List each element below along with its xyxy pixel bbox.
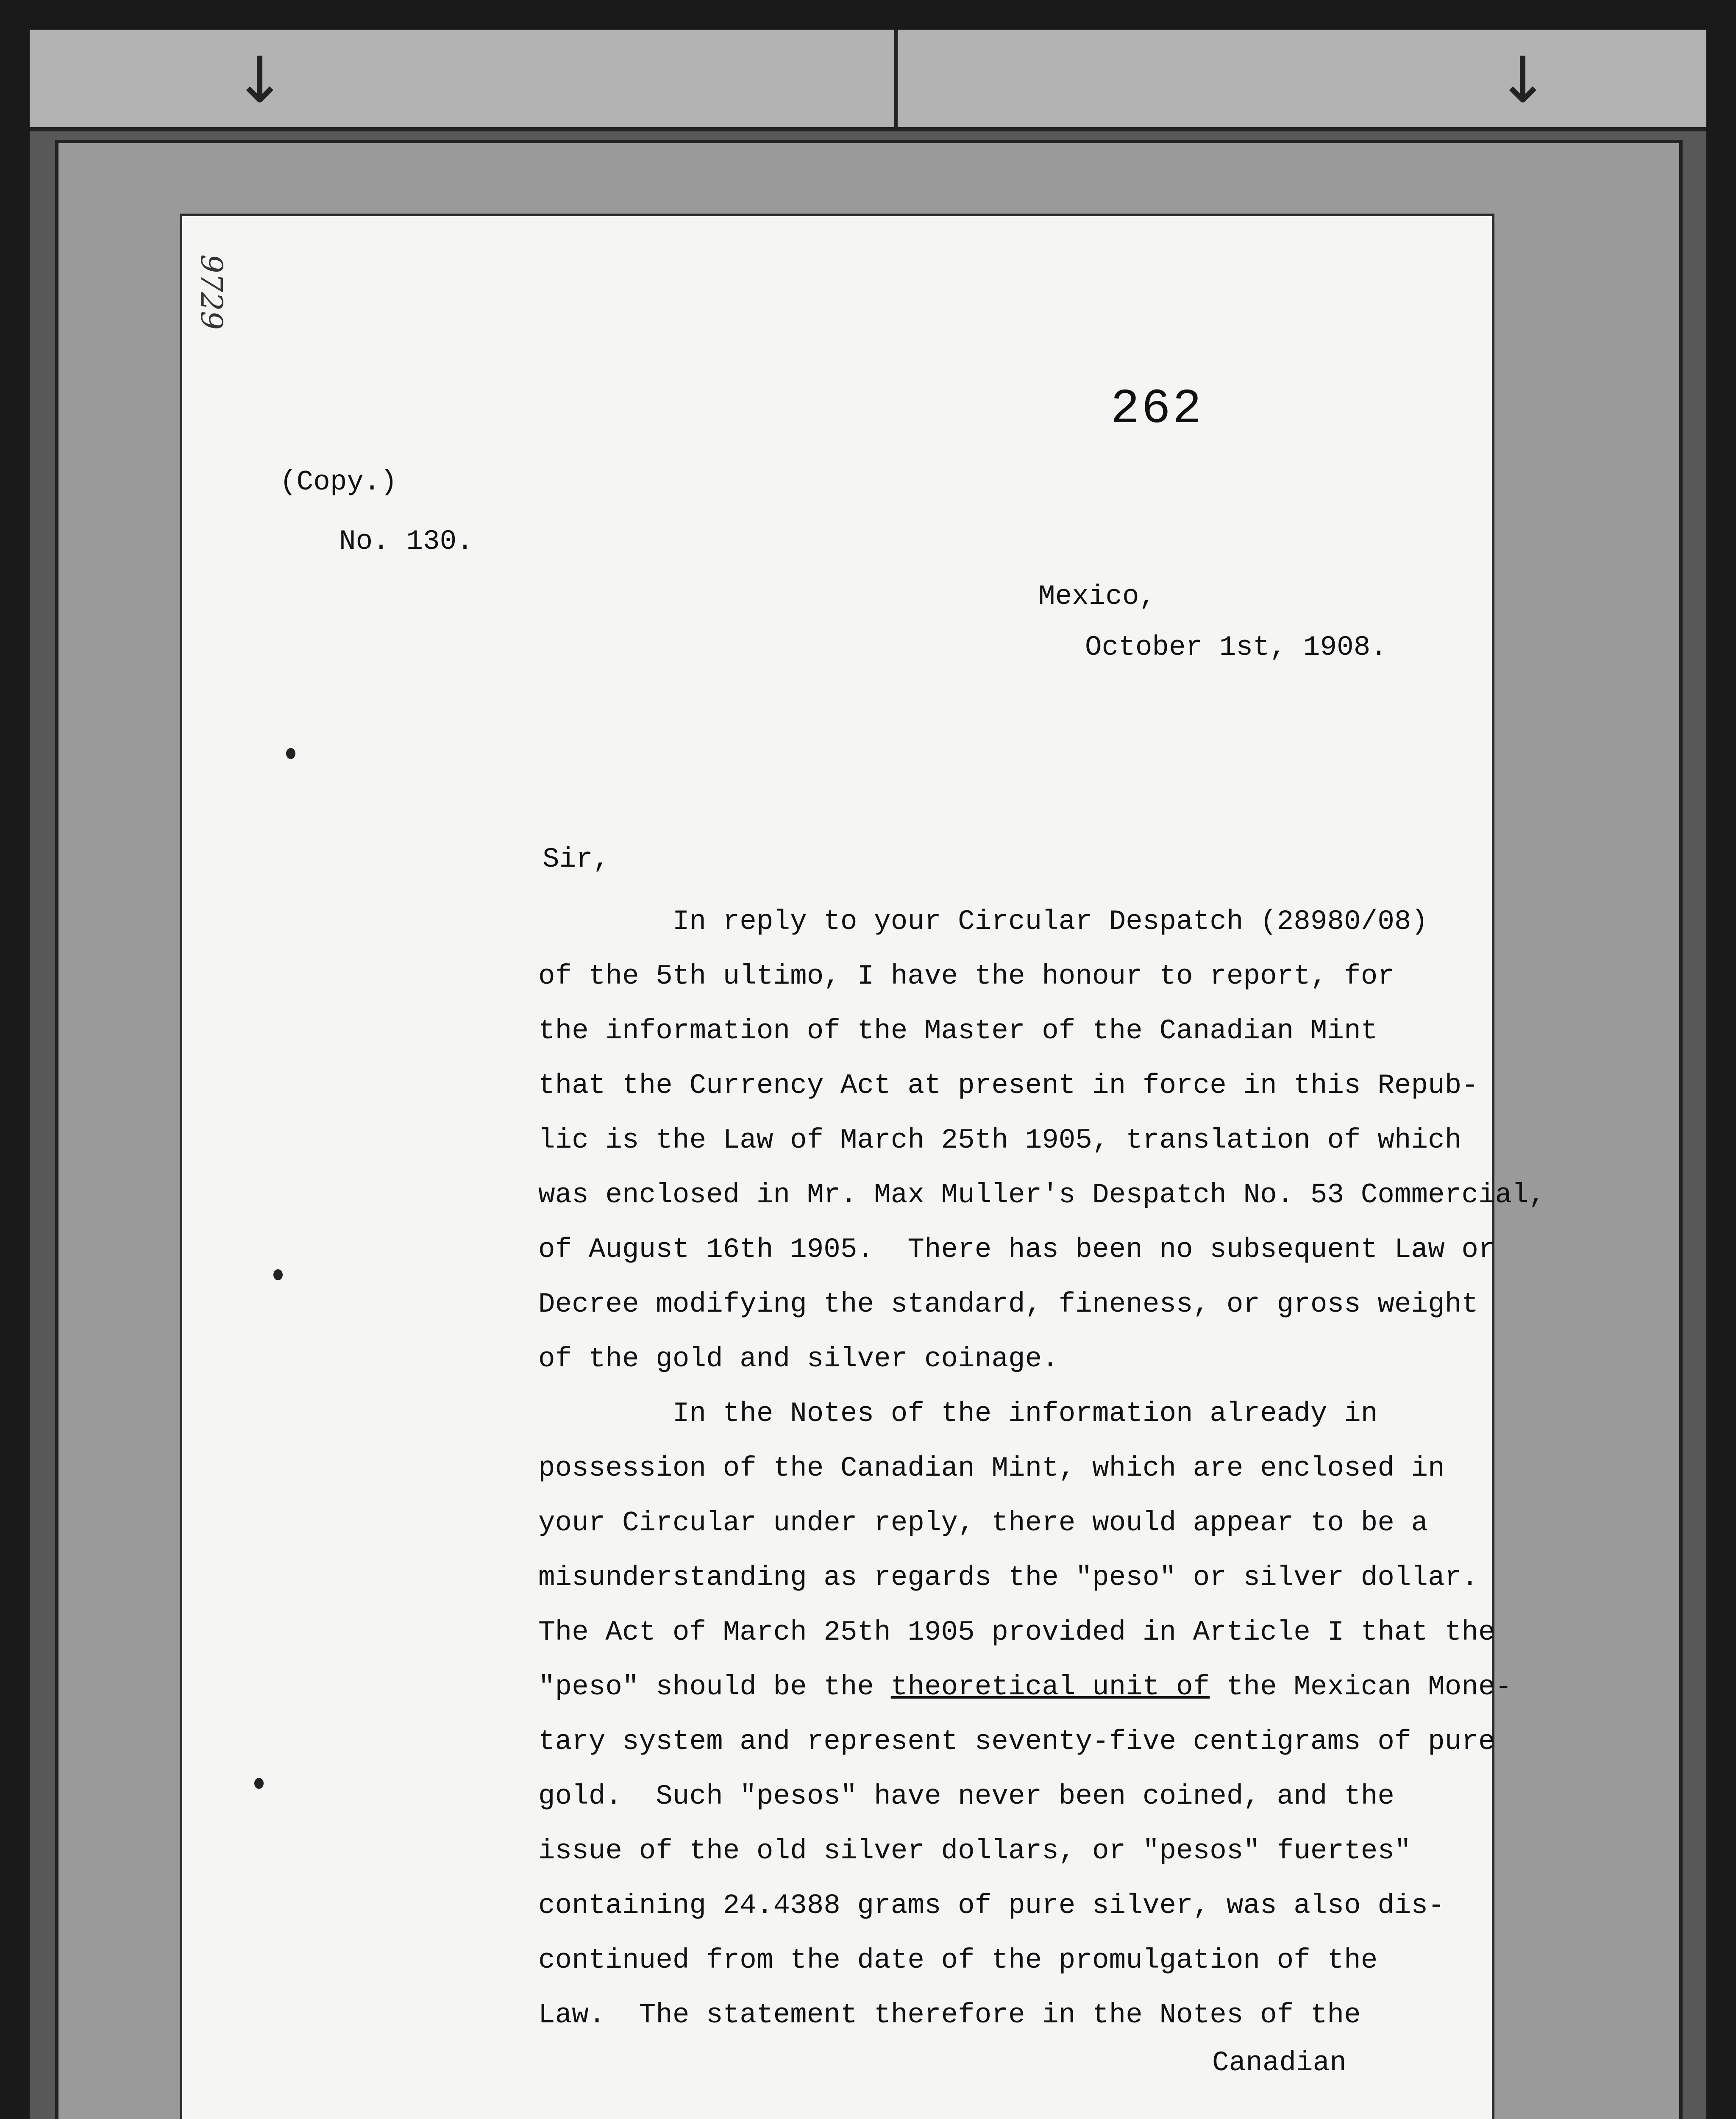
ink-speck [254, 1778, 264, 1789]
strip-divider [894, 30, 898, 127]
ink-speck [273, 1269, 283, 1280]
body-line: possession of the Canadian Mint, which are enclosed in [538, 1452, 1445, 1484]
body-line: continued from the date of the promulgation of the [538, 1944, 1378, 1976]
body-line: of the 5th ultimo, I have the honour to report, for [538, 960, 1394, 992]
date-line: October 1st, 1908. [1085, 631, 1387, 663]
document-number: No. 130. [339, 526, 473, 557]
body-line: of the gold and silver coinage. [538, 1343, 1059, 1375]
page-number: 262 [1110, 381, 1204, 437]
body-line: issue of the old silver dollars, or "pesos" fuertes" [538, 1835, 1411, 1867]
film-top-strip [30, 30, 1706, 131]
margin-note: 9729 [194, 254, 229, 330]
body-line: that the Currency Act at present in force in this Repub- [538, 1070, 1478, 1101]
ink-speck [286, 748, 295, 759]
place-line: Mexico, [1038, 581, 1156, 612]
letter-body [538, 894, 1546, 2042]
down-arrow-icon: ↓ [233, 44, 287, 117]
body-line: In reply to your Circular Despatch (28980/08) [538, 906, 1428, 937]
salutation: Sir, [542, 843, 610, 875]
body-line: misunderstanding as regards the "peso" or silver dollar. [538, 1562, 1478, 1593]
body-line: your Circular under reply, there would appear to be a [538, 1507, 1428, 1539]
body-line: The Act of March 25th 1905 provided in Article I that the [538, 1616, 1495, 1648]
body-line-with-underline [538, 1660, 1513, 1714]
down-arrow-icon: ↓ [1496, 44, 1550, 117]
body-line: In the Notes of the information already in [538, 1398, 1378, 1429]
underlined-phrase: theoretical unit of [890, 1671, 1210, 1703]
body-line: lic is the Law of March 25th 1905, translation of which [538, 1124, 1462, 1156]
body-line-tail: the Mexican Mone- [1210, 1671, 1512, 1703]
body-line: gold. Such "pesos" have never been coined, and the [538, 1780, 1394, 1812]
continuation-catchword: Canadian [1212, 2047, 1347, 2079]
body-line: the information of the Master of the Canadian Mint [538, 1015, 1378, 1047]
body-line: tary system and represent seventy-five centigrams of pure [538, 1726, 1495, 1757]
body-line: of August 16th 1905. There has been no subsequent Law or [538, 1234, 1495, 1265]
body-line: was enclosed in Mr. Max Muller's Despatch No. 53 Commercial, [538, 1179, 1546, 1211]
body-line: Law. The statement therefore in the Notes of the [538, 1999, 1361, 2031]
body-line: Decree modifying the standard, fineness, or gross weight [538, 1288, 1478, 1320]
copy-label: (Copy.) [280, 466, 398, 498]
body-line: containing 24.4388 grams of pure silver, was also dis- [538, 1890, 1445, 1922]
body-line-head: "peso" should be the [538, 1671, 891, 1703]
